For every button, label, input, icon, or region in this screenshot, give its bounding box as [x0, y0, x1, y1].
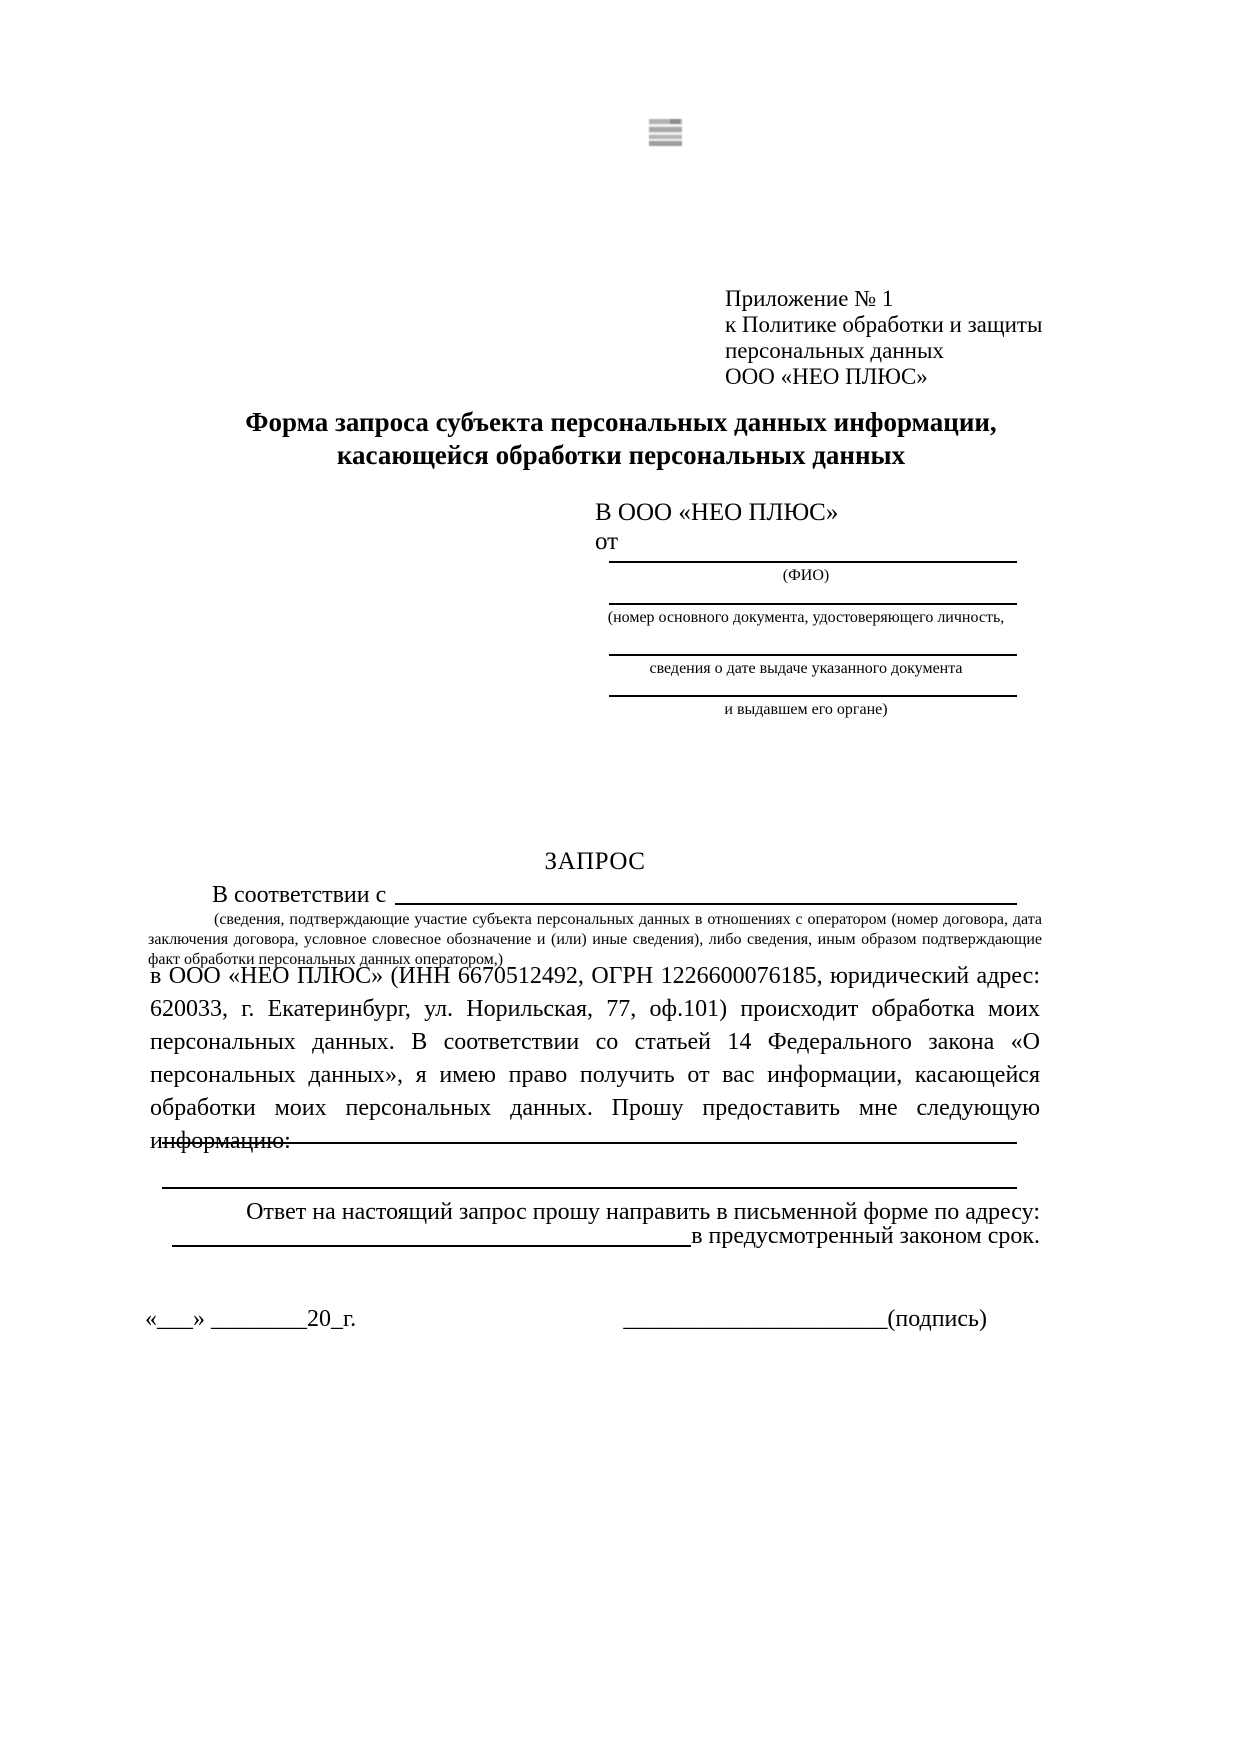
blurred-image-icon	[649, 119, 682, 146]
fio-caption: (ФИО)	[782, 567, 830, 584]
appendix-line-4: ООО «НЕО ПЛЮС»	[725, 364, 928, 389]
according-to-label: В соответствии с	[212, 882, 387, 908]
addressee-from: от	[595, 528, 619, 555]
basis-footnote: (сведения, подтверждающие участие субъекта персональных данных в отношениях с оператором (номер договора, дата заключения договора, условное словесное обозначение и (или) иные сведения), либо сведения, иным образом подтверждающие факт обработки персональных данных оператором,)	[148, 911, 1042, 968]
document-number-caption: (номер основного документа, удостоверяющего личность,	[607, 609, 1005, 626]
term-label: в предусмотренный законом срок.	[691, 1223, 1040, 1249]
document-title-line-2: касающейся обработки персональных данных	[336, 440, 906, 470]
according-to-row	[150, 880, 1017, 910]
appendix-line-3: персональных данных	[725, 338, 944, 363]
answer-request-line: Ответ на настоящий запрос прошу направить в письменной форме по адресу:	[246, 1199, 1040, 1225]
appendix-line-1: Приложение № 1	[725, 286, 894, 311]
addressee-to: В ООО «НЕО ПЛЮС»	[595, 499, 839, 526]
date-blank: «___» ________20_г.	[145, 1306, 357, 1332]
address-blank-line	[172, 1245, 691, 1247]
appendix-header	[725, 286, 1042, 390]
fio-blank-line	[609, 556, 1017, 563]
request-body-paragraph: в ООО «НЕО ПЛЮС» (ИНН 6670512492, ОГРН 1226600076185, юридический адрес: 620033, г. Екатеринбург, ул. Норильская, 77, оф.101) происходит обработка моих персональных данных. В соответствии со статьей 14 Федерального закона «О персональных данных», я имею право получить от вас информации, касающейся обработки моих персональных данных. Прошу предоставить мне следующую информацию:	[150, 963, 1040, 1154]
issue-date-caption: сведения о дате выдаче указанного документа	[649, 660, 963, 677]
address-term-row	[172, 1220, 1040, 1252]
signature-blank-line: ______________________	[623, 1306, 888, 1332]
request-heading: ЗАПРОС	[544, 848, 646, 875]
document-title	[26, 406, 1216, 472]
info-blank-line-1	[162, 1142, 1017, 1144]
basis-blank-line	[395, 903, 1017, 905]
document-title-line-1: Форма запроса субъекта персональных данных информации,	[245, 407, 997, 437]
document-number-blank-line	[609, 585, 1017, 605]
addressee-block	[595, 498, 1017, 719]
signature-row	[145, 1304, 987, 1334]
issuing-authority-blank-line	[609, 678, 1017, 697]
issue-date-blank-line	[609, 627, 1017, 656]
issuing-authority-caption: и выдавшем его органе)	[724, 701, 888, 718]
signature-group	[623, 1304, 987, 1334]
appendix-line-2: к Политике обработки и защиты	[725, 312, 1043, 337]
signature-label: (подпись)	[887, 1306, 987, 1332]
info-blank-line-2	[162, 1187, 1017, 1189]
